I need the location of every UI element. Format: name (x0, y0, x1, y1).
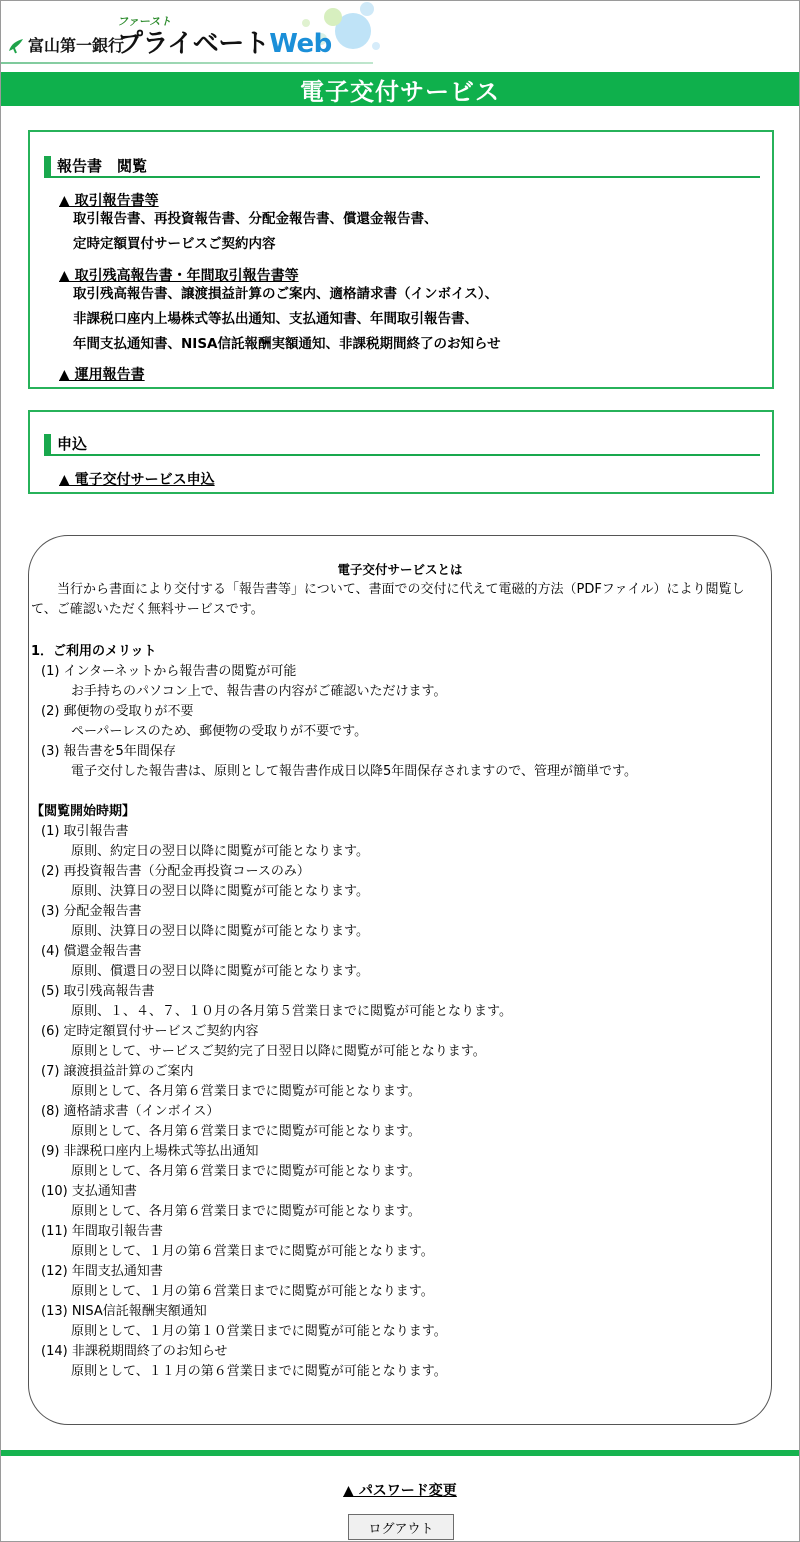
page-title: 電子交付サービス (1, 72, 799, 106)
balance-reports-link[interactable]: ▲ 取引残高報告書・年間取引報告書等 (59, 268, 299, 284)
report-section (28, 130, 774, 389)
desc-line: 取引報告書、再投資報告書、分配金報告書、償還金報告書、 (73, 211, 438, 227)
timing-detail: 原則、償還日の翌日以降に閲覧が可能となります。 (71, 964, 369, 979)
merit-detail: 電子交付した報告書は、原則として報告書作成日以降5年間保存されますので、管理が簡単です。 (71, 764, 637, 779)
timing-detail: 原則として、１１月の第６営業日までに閲覧が可能となります。 (71, 1364, 447, 1379)
bank-name: 富山第一銀行 (28, 36, 125, 55)
bank-logo (7, 33, 124, 56)
report-section-heading: 報告書 閲覧 (44, 156, 760, 178)
merit-label: (3) 報告書を5年間保存 (41, 744, 176, 759)
timing-label: (7) 譲渡損益計算のご案内 (41, 1064, 194, 1079)
timing-detail: 原則、決算日の翌日以降に閲覧が可能となります。 (71, 884, 369, 899)
desc-line: 非課税口座内上場株式等払出通知、支払通知書、年間取引報告書、 (73, 311, 478, 327)
info-title: 電子交付サービスとは (337, 562, 463, 577)
timing-detail: 原則、決算日の翌日以降に閲覧が可能となります。 (71, 924, 369, 939)
timing-label: (2) 再投資報告書（分配金再投資コースのみ） (41, 864, 310, 879)
merit-label: (1) インターネットから報告書の閲覧が可能 (41, 664, 297, 679)
timing-detail: 原則として、各月第６営業日までに閲覧が可能となります。 (71, 1084, 421, 1099)
merit-label: (2) 郵便物の受取りが不要 (41, 704, 194, 719)
apply-link[interactable]: ▲ 電子交付サービス申込 (59, 472, 215, 488)
timing-detail: 原則として、サービスご契約完了日翌日以降に閲覧が可能となります。 (71, 1044, 486, 1059)
desc-line: 定時定額買付サービスご契約内容 (73, 236, 276, 252)
timing-detail: 原則として、１月の第６営業日までに閲覧が可能となります。 (71, 1244, 434, 1259)
footer-divider (1, 1450, 799, 1456)
timing-detail: 原則として、各月第６営業日までに閲覧が可能となります。 (71, 1124, 421, 1139)
apply-section (28, 410, 774, 494)
timing-label: (12) 年間支払通知書 (41, 1264, 163, 1279)
first-ruby: ファースト (117, 15, 172, 28)
merit-detail: ペーパーレスのため、郵便物の受取りが不要です。 (71, 724, 368, 739)
timing-heading: 【閲覧開始時期】 (31, 804, 136, 819)
service-logo (117, 23, 332, 60)
merit-heading: 1．ご利用のメリット (31, 644, 157, 659)
leaf-icon (7, 36, 25, 54)
service-logo-suffix: Web (269, 29, 332, 59)
info-intro: 当行から書面により交付する「報告書等」について、書面での交付に代えて電磁的方法（PDFファイル）により閲覧して、ご確認いただく無料サービスです。 (31, 582, 745, 617)
password-change-link[interactable]: ▲ パスワード変更 (343, 1483, 457, 1499)
service-logo-prefix: プライベート (117, 29, 270, 59)
timing-detail: 原則、約定日の翌日以降に閲覧が可能となります。 (71, 844, 369, 859)
header-divider (1, 62, 373, 64)
timing-label: (4) 償還金報告書 (41, 944, 142, 959)
logout-button[interactable]: ログアウト (348, 1514, 454, 1540)
timing-detail: 原則として、各月第６営業日までに閲覧が可能となります。 (71, 1164, 421, 1179)
desc-line: 年間支払通知書、NISA信託報酬実額通知、非課税期間終了のお知らせ (73, 336, 501, 352)
timing-detail: 原則として、各月第６営業日までに閲覧が可能となります。 (71, 1204, 421, 1219)
management-report-link[interactable]: ▲ 運用報告書 (59, 367, 145, 383)
timing-label: (8) 適格請求書（インボイス） (41, 1104, 220, 1119)
apply-section-heading: 申込 (44, 434, 760, 456)
balance-reports-desc (73, 282, 501, 357)
trade-reports-desc (73, 207, 438, 257)
timing-label: (11) 年間取引報告書 (41, 1224, 163, 1239)
header (1, 1, 799, 71)
timing-detail: 原則として、１月の第１０営業日までに閲覧が可能となります。 (71, 1324, 447, 1339)
timing-label: (9) 非課税口座内上場株式等払出通知 (41, 1144, 259, 1159)
info-panel (28, 535, 772, 1425)
timing-label: (5) 取引残高報告書 (41, 984, 155, 999)
trade-reports-link[interactable]: ▲ 取引報告書等 (59, 193, 159, 209)
merit-detail: お手持ちのパソコン上で、報告書の内容がご確認いただけます。 (71, 684, 447, 699)
timing-label: (3) 分配金報告書 (41, 904, 142, 919)
timing-label: (6) 定時定額買付サービスご契約内容 (41, 1024, 259, 1039)
timing-detail: 原則として、１月の第６営業日までに閲覧が可能となります。 (71, 1284, 434, 1299)
timing-label: (13) NISA信託報酬実額通知 (41, 1304, 207, 1319)
timing-detail: 原則、１、４、７、１０月の各月第５営業日までに閲覧が可能となります。 (71, 1004, 512, 1019)
timing-label: (14) 非課税期間終了のお知らせ (41, 1344, 228, 1359)
desc-line: 取引残高報告書、譲渡損益計算のご案内、適格請求書（インボイス）、 (73, 286, 499, 302)
timing-label: (10) 支払通知書 (41, 1184, 137, 1199)
timing-label: (1) 取引報告書 (41, 824, 129, 839)
